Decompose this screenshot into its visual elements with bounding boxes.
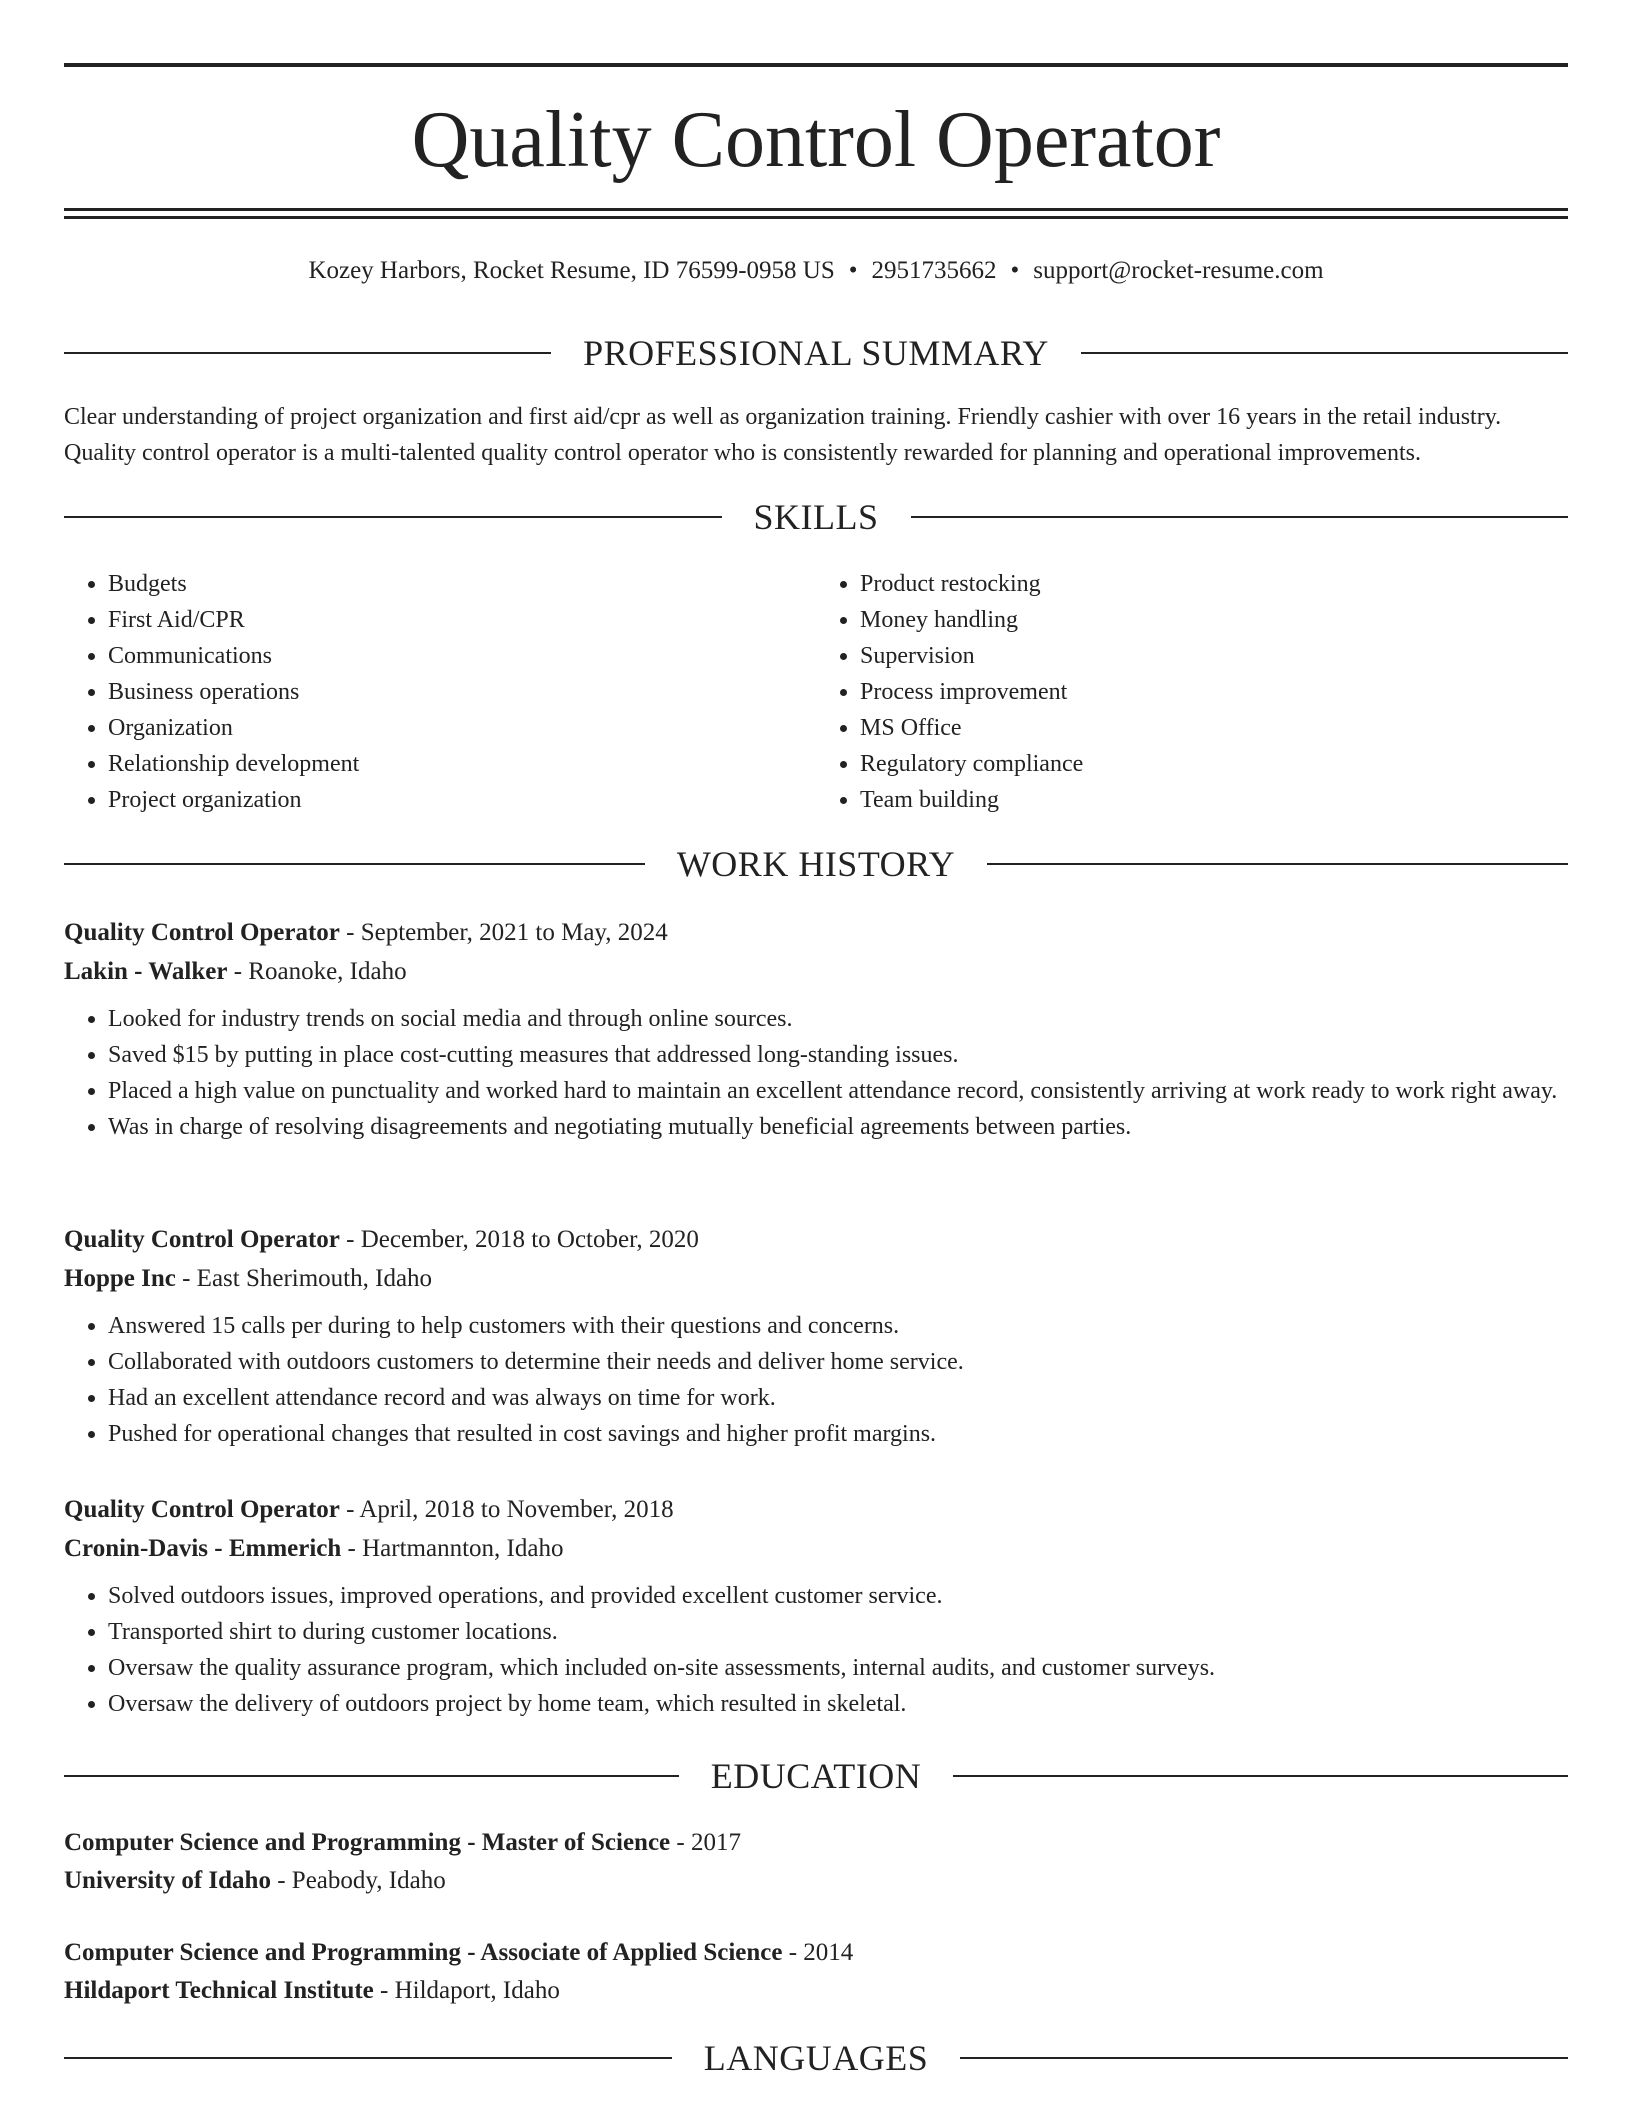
contact-email: support@rocket-resume.com: [1033, 257, 1324, 284]
skill-item: • Communications: [108, 638, 816, 674]
job-employer-line: [64, 1529, 1568, 1568]
section-title-skills: SKILLS: [753, 497, 879, 537]
section-header-summary: [64, 333, 1568, 373]
contact-separator: •: [848, 257, 858, 284]
skill-item: • Relationship development: [108, 746, 816, 782]
education-year: - 2014: [782, 1939, 854, 1966]
job-duty: • Had an excellent attendance record and was always on time for work.: [108, 1380, 1568, 1416]
section-title-work: WORK HISTORY: [676, 844, 956, 884]
job-employer: Hoppe Inc: [64, 1265, 176, 1292]
job-employer: Cronin-Davis - Emmerich: [64, 1535, 342, 1562]
job-title-line: [64, 1220, 1568, 1259]
section-rule: [64, 516, 722, 518]
section-rule: [64, 352, 551, 354]
skill-item: • Regulatory compliance: [860, 746, 1568, 782]
section-rule: [987, 863, 1568, 865]
job-role: Quality Control Operator: [64, 919, 340, 946]
skill-item: • Process improvement: [860, 674, 1568, 710]
skills-list: [64, 566, 1568, 818]
education-school-line: [64, 1972, 1568, 2010]
skill-item: • Budgets: [108, 566, 816, 602]
section-rule: [64, 1775, 679, 1777]
job-duty: • Oversaw the quality assurance program, which included on-site assessments, internal audits, and customer surveys.: [108, 1650, 1568, 1686]
job-dates: - December, 2018 to October, 2020: [339, 1226, 699, 1253]
contact-line: [64, 254, 1568, 288]
job-duties: [64, 1308, 1568, 1452]
skill-item: • Organization: [108, 710, 816, 746]
section-rule: [1081, 352, 1568, 354]
contact-address: Kozey Harbors, Rocket Resume, ID 76599-0958 US: [308, 257, 835, 284]
section-rule: [64, 863, 645, 865]
summary-text: Clear understanding of project organization and first aid/cpr as well as organization training. Friendly cashier with over 16 years in the retail industry. Quality control operator is a multi-talented quality control operator who is consistently rewarded for planning and operational improvements.: [64, 404, 1502, 466]
education-location: - Hildaport, Idaho: [373, 1977, 560, 2004]
job-duty: • Placed a high value on punctuality and worked hard to maintain an excellent attendance record, consistently arriving at work ready to work right away.: [108, 1073, 1568, 1109]
education-degree-line: [64, 1824, 1568, 1862]
job-duty: • Was in charge of resolving disagreements and negotiating mutually beneficial agreements between parties.: [108, 1109, 1568, 1145]
education-entry: [64, 1934, 1568, 2010]
skill-item: • Money handling: [860, 602, 1568, 638]
job-role: Quality Control Operator: [64, 1496, 340, 1523]
skill-item: • Project organization: [108, 782, 816, 818]
job-entry: [64, 913, 1568, 1145]
skill-item: • Product restocking: [860, 566, 1568, 602]
double-rule: [64, 208, 1568, 219]
job-entry: [64, 1490, 1568, 1722]
job-location: - East Sherimouth, Idaho: [175, 1265, 433, 1292]
job-entry: [64, 1220, 1568, 1452]
section-title-education: EDUCATION: [710, 1756, 922, 1796]
job-duty: • Collaborated with outdoors customers to determine their needs and deliver home service.: [108, 1344, 1568, 1380]
skill-item: • Business operations: [108, 674, 816, 710]
resume-title: Quality Control Operator: [411, 96, 1221, 184]
education-school: Hildaport Technical Institute: [64, 1977, 374, 2004]
education-location: - Peabody, Idaho: [270, 1867, 446, 1894]
job-duty: • Transported shirt to during customer locations.: [108, 1614, 1568, 1650]
section-rule: [960, 2057, 1568, 2059]
section-header-skills: [64, 497, 1568, 537]
job-duty: • Answered 15 calls per during to help customers with their questions and concerns.: [108, 1308, 1568, 1344]
education-degree: Computer Science and Programming - Master of Science: [64, 1829, 671, 1856]
contact-separator: •: [1010, 257, 1020, 284]
education-degree-line: [64, 1934, 1568, 1972]
job-duty: • Looked for industry trends on social media and through online sources.: [108, 1001, 1568, 1037]
section-title-languages: LANGUAGES: [703, 2038, 929, 2078]
contact-phone: 2951735662: [871, 257, 997, 284]
job-employer: Lakin - Walker: [64, 958, 228, 985]
section-title-summary: PROFESSIONAL SUMMARY: [583, 333, 1049, 373]
education-degree: Computer Science and Programming - Associate of Applied Science: [64, 1939, 783, 1966]
job-role: Quality Control Operator: [64, 1226, 340, 1253]
job-duty: • Pushed for operational changes that resulted in cost savings and higher profit margins.: [108, 1416, 1568, 1452]
skill-item: • Supervision: [860, 638, 1568, 674]
job-duty: • Oversaw the delivery of outdoors project by home team, which resulted in skeletal.: [108, 1686, 1568, 1722]
job-location: - Roanoke, Idaho: [227, 958, 407, 985]
job-duty: • Saved $15 by putting in place cost-cutting measures that addressed long-standing issues.: [108, 1037, 1568, 1073]
top-rule: [64, 63, 1568, 67]
skill-item: • MS Office: [860, 710, 1568, 746]
section-header-work: [64, 844, 1568, 884]
education-school-line: [64, 1862, 1568, 1900]
job-duties: [64, 1578, 1568, 1722]
education-entry: [64, 1824, 1568, 1900]
education-year: - 2017: [670, 1829, 741, 1856]
section-header-languages: [64, 2038, 1568, 2078]
job-dates: - September, 2021 to May, 2024: [339, 919, 668, 946]
education-school: University of Idaho: [64, 1867, 271, 1894]
skill-item: • Team building: [860, 782, 1568, 818]
section-rule: [911, 516, 1569, 518]
section-rule: [64, 2057, 672, 2059]
section-header-education: [64, 1756, 1568, 1796]
skills-column-left: [64, 566, 816, 818]
job-employer-line: [64, 1259, 1568, 1298]
skill-item: • First Aid/CPR: [108, 602, 816, 638]
job-duty: • Solved outdoors issues, improved operations, and provided excellent customer service.: [108, 1578, 1568, 1614]
job-dates: - April, 2018 to November, 2018: [339, 1496, 674, 1523]
section-rule: [953, 1775, 1568, 1777]
job-employer-line: [64, 952, 1568, 991]
skills-column-right: [816, 566, 1568, 818]
job-title-line: [64, 913, 1568, 952]
job-title-line: [64, 1490, 1568, 1529]
job-duties: [64, 1001, 1568, 1145]
job-location: - Hartmannton, Idaho: [341, 1535, 564, 1562]
